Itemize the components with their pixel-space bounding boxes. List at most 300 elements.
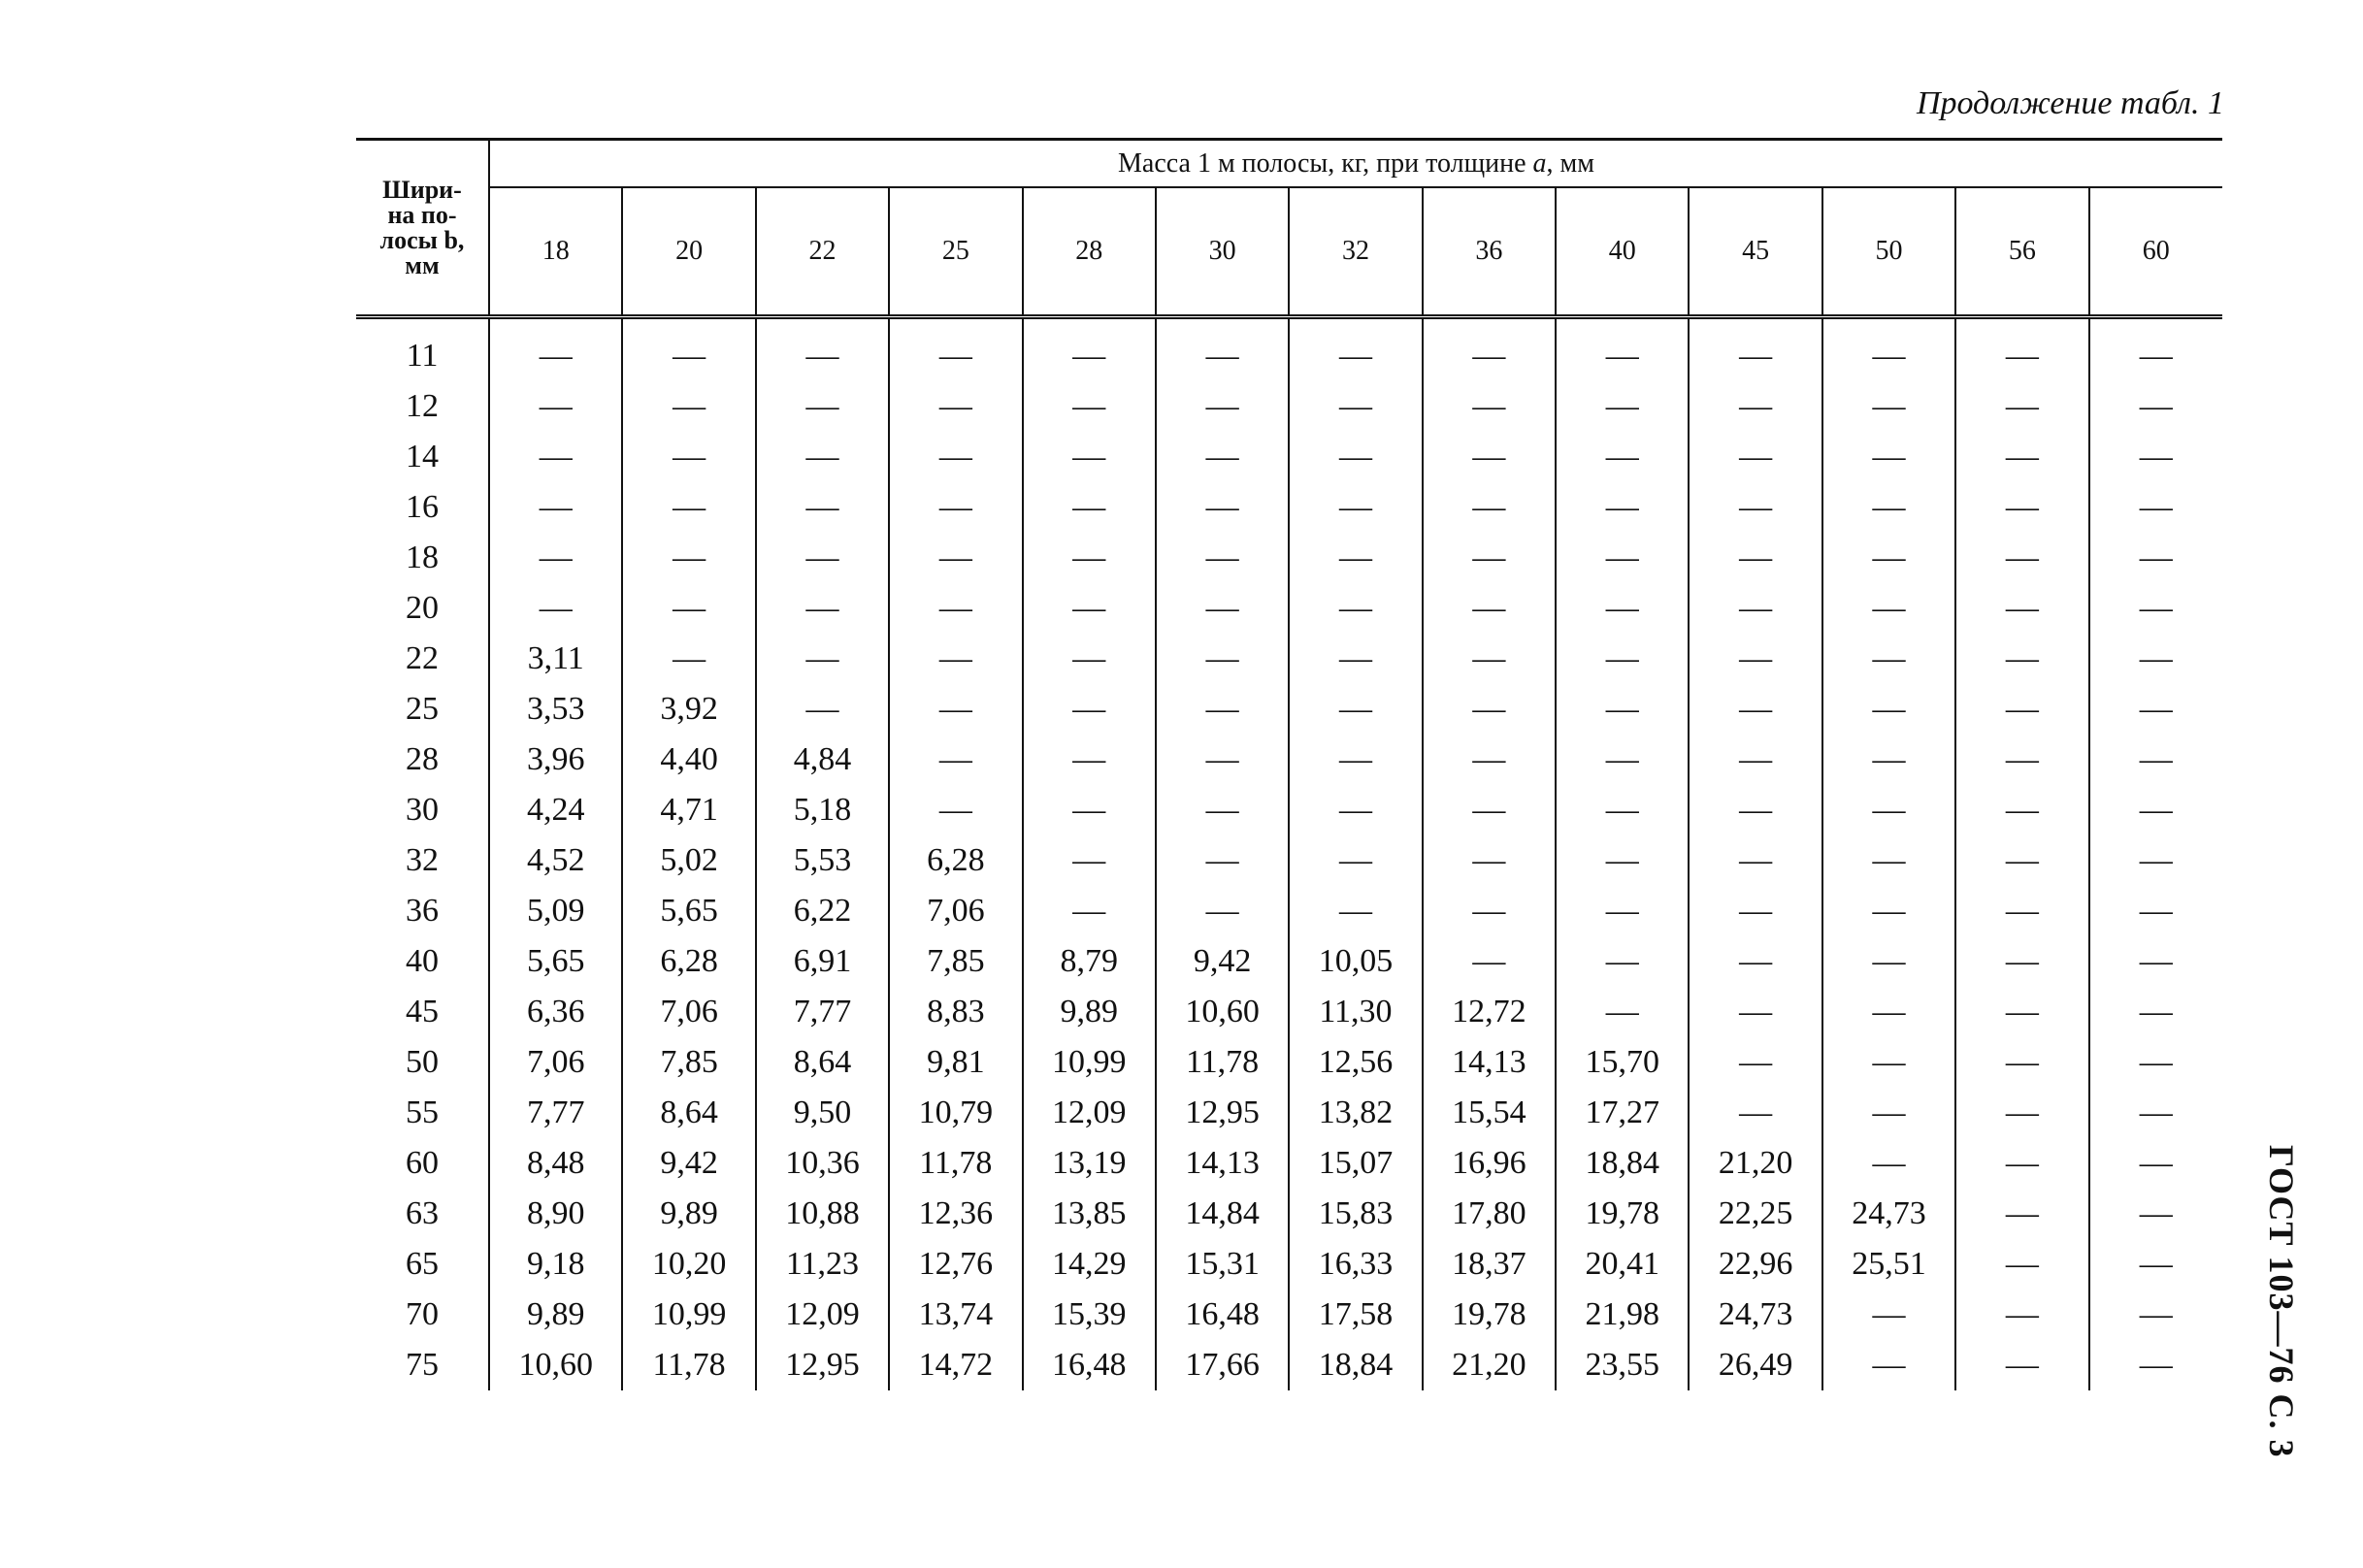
mass-cell: — xyxy=(1822,886,1955,936)
mass-cell: — xyxy=(756,533,889,583)
mass-cell: — xyxy=(2139,1145,2173,1181)
mass-cell: 6,28 xyxy=(889,835,1022,886)
mass-cell: 9,50 xyxy=(756,1088,889,1138)
mass-cell: — xyxy=(1955,785,2088,835)
mass-cell: 5,02 xyxy=(622,835,755,886)
mass-cell: — xyxy=(2139,1044,2173,1080)
mass-cell: 10,60 xyxy=(489,1340,622,1390)
mass-cell: 3,92 xyxy=(622,684,755,735)
mass-cell: — xyxy=(1689,634,1821,684)
mass-cell: — xyxy=(1689,1037,1821,1088)
mass-cell: — xyxy=(1689,835,1821,886)
mass-cell: — xyxy=(1156,317,1289,382)
mass-cell: 10,79 xyxy=(889,1088,1022,1138)
strip-width-cell: 60 xyxy=(356,1138,489,1189)
mass-cell: — xyxy=(2139,640,2173,676)
mass-cell: — xyxy=(1156,381,1289,432)
mass-cell: — xyxy=(1156,634,1289,684)
mass-cell: 5,18 xyxy=(756,785,889,835)
mass-cell: — xyxy=(2139,741,2173,777)
mass-cell: — xyxy=(1955,936,2088,987)
mass-cell: — xyxy=(1556,533,1689,583)
strip-width-cell: 32 xyxy=(356,835,489,886)
mass-cell: — xyxy=(1822,634,1955,684)
mass-cell: — xyxy=(622,533,755,583)
mass-cell: 4,24 xyxy=(489,785,622,835)
mass-cell: — xyxy=(1955,381,2088,432)
mass-cell: 6,28 xyxy=(622,936,755,987)
width-header-line: мм xyxy=(405,250,440,279)
table-row xyxy=(356,583,2222,634)
strip-width-cell: 14 xyxy=(356,432,489,482)
mass-cell: 11,78 xyxy=(622,1340,755,1390)
mass-cell: 10,05 xyxy=(1289,936,1422,987)
mass-cell: — xyxy=(1689,936,1821,987)
mass-cell: — xyxy=(1556,381,1689,432)
mass-cell: — xyxy=(1289,684,1422,735)
mass-cell: — xyxy=(1689,432,1821,482)
mass-cell: 17,80 xyxy=(1423,1189,1556,1239)
mass-cell: 7,85 xyxy=(889,936,1022,987)
table-row xyxy=(356,1290,2222,1340)
mass-cell: — xyxy=(1423,684,1556,735)
thickness-header: 36 xyxy=(1423,187,1556,317)
mass-cell: 7,06 xyxy=(889,886,1022,936)
table-row xyxy=(356,1138,2222,1189)
mass-cell: — xyxy=(1023,317,1156,382)
mass-header-prefix: Масса 1 м полосы, кг, при толщине xyxy=(1118,147,1533,179)
strip-width-cell: 63 xyxy=(356,1189,489,1239)
mass-cell: 15,31 xyxy=(1156,1239,1289,1290)
mass-cell: 8,64 xyxy=(622,1088,755,1138)
mass-cell: — xyxy=(1689,583,1821,634)
mass-cell: — xyxy=(622,634,755,684)
mass-cell: — xyxy=(1955,482,2088,533)
mass-cell: — xyxy=(1423,381,1556,432)
mass-cell: — xyxy=(1955,1340,2088,1390)
mass-cell: — xyxy=(489,533,622,583)
mass-cell: — xyxy=(1822,381,1955,432)
strip-width-cell: 55 xyxy=(356,1088,489,1138)
mass-cell: 4,52 xyxy=(489,835,622,886)
thickness-header: 25 xyxy=(889,187,1022,317)
mass-cell: 9,81 xyxy=(889,1037,1022,1088)
mass-cell: — xyxy=(889,735,1022,785)
mass-cell: — xyxy=(1822,735,1955,785)
mass-cell: — xyxy=(889,482,1022,533)
mass-cell: — xyxy=(1556,987,1689,1037)
mass-cell: 15,07 xyxy=(1289,1138,1422,1189)
mass-cell: 3,11 xyxy=(489,634,622,684)
mass-cell: — xyxy=(1955,1138,2088,1189)
mass-cell: 10,60 xyxy=(1156,987,1289,1037)
mass-cell: — xyxy=(1156,432,1289,482)
thickness-header: 30 xyxy=(1156,187,1289,317)
mass-cell: 16,48 xyxy=(1023,1340,1156,1390)
mass-cell: 8,48 xyxy=(489,1138,622,1189)
mass-cell: — xyxy=(1023,533,1156,583)
mass-cell: — xyxy=(1822,1138,1955,1189)
mass-cell: 23,55 xyxy=(1556,1340,1689,1390)
mass-cell: — xyxy=(1556,886,1689,936)
mass-cell: — xyxy=(1423,936,1556,987)
mass-cell: — xyxy=(489,583,622,634)
mass-cell: — xyxy=(1156,835,1289,886)
mass-cell: — xyxy=(1556,634,1689,684)
table-row xyxy=(356,1239,2222,1290)
mass-cell: — xyxy=(1023,835,1156,886)
mass-cell: 13,85 xyxy=(1023,1189,1156,1239)
mass-cell: — xyxy=(1955,1290,2088,1340)
thickness-header: 28 xyxy=(1023,187,1156,317)
thickness-header: 45 xyxy=(1689,187,1821,317)
strip-width-cell: 45 xyxy=(356,987,489,1037)
mass-cell: — xyxy=(1822,936,1955,987)
mass-cell: — xyxy=(1556,583,1689,634)
thickness-header: 20 xyxy=(622,187,755,317)
table-continuation-label: Продолжение табл. 1 xyxy=(1916,85,2224,121)
table-row xyxy=(356,684,2222,735)
mass-cell: — xyxy=(1556,835,1689,886)
mass-cell: 15,83 xyxy=(1289,1189,1422,1239)
mass-cell: 8,64 xyxy=(756,1037,889,1088)
mass-cell: 24,73 xyxy=(1822,1189,1955,1239)
mass-cell: — xyxy=(622,317,755,382)
mass-cell: — xyxy=(2139,1195,2173,1231)
thickness-header: 60 xyxy=(2089,187,2223,317)
mass-cell: — xyxy=(1556,482,1689,533)
mass-cell: 15,54 xyxy=(1423,1088,1556,1138)
mass-cell: 15,39 xyxy=(1023,1290,1156,1340)
mass-cell: 7,77 xyxy=(756,987,889,1037)
table-row xyxy=(356,317,2222,382)
mass-cell: — xyxy=(622,482,755,533)
table-row xyxy=(356,381,2222,432)
mass-cell: — xyxy=(1156,684,1289,735)
mass-cell: — xyxy=(1822,1340,1955,1390)
mass-cell: — xyxy=(1289,583,1422,634)
thickness-header: 18 xyxy=(489,187,622,317)
mass-cell: 11,78 xyxy=(889,1138,1022,1189)
mass-cell: — xyxy=(1822,533,1955,583)
mass-cell: — xyxy=(1689,785,1821,835)
mass-cell: — xyxy=(2139,1246,2173,1282)
mass-cell: — xyxy=(889,634,1022,684)
mass-cell: 9,18 xyxy=(489,1239,622,1290)
mass-cell: 8,90 xyxy=(489,1189,622,1239)
mass-cell: 9,42 xyxy=(1156,936,1289,987)
strip-width-cell: 16 xyxy=(356,482,489,533)
mass-cell: — xyxy=(2139,994,2173,1029)
table-row xyxy=(356,936,2222,987)
mass-cell: 5,53 xyxy=(756,835,889,886)
mass-cell: — xyxy=(2139,338,2173,374)
mass-cell: — xyxy=(1423,735,1556,785)
strip-width-cell: 20 xyxy=(356,583,489,634)
strip-width-cell: 75 xyxy=(356,1340,489,1390)
mass-cell: 9,42 xyxy=(622,1138,755,1189)
mass-cell: 3,96 xyxy=(489,735,622,785)
mass-cell: — xyxy=(1023,785,1156,835)
mass-cell: — xyxy=(1822,583,1955,634)
table-row xyxy=(356,1037,2222,1088)
mass-cell: 3,53 xyxy=(489,684,622,735)
mass-cell: 25,51 xyxy=(1822,1239,1955,1290)
mass-cell: 14,29 xyxy=(1023,1239,1156,1290)
mass-cell: — xyxy=(2139,489,2173,525)
thickness-header: 22 xyxy=(756,187,889,317)
mass-cell: — xyxy=(2139,1296,2173,1332)
mass-cell: — xyxy=(1289,886,1422,936)
mass-cell: — xyxy=(1423,432,1556,482)
table-row xyxy=(356,1340,2222,1390)
mass-cell: — xyxy=(1556,735,1689,785)
mass-cell: 10,99 xyxy=(1023,1037,1156,1088)
mass-cell: — xyxy=(1023,684,1156,735)
mass-cell: — xyxy=(2139,388,2173,424)
strip-width-cell: 12 xyxy=(356,381,489,432)
mass-cell: 5,65 xyxy=(622,886,755,936)
mass-cell: — xyxy=(2139,539,2173,575)
mass-cell: 22,96 xyxy=(1689,1239,1821,1290)
mass-cell: 14,84 xyxy=(1156,1189,1289,1239)
mass-cell: — xyxy=(1156,482,1289,533)
mass-cell: — xyxy=(1556,785,1689,835)
mass-cell: 12,72 xyxy=(1423,987,1556,1037)
table-row xyxy=(356,1088,2222,1138)
mass-cell: 12,09 xyxy=(1023,1088,1156,1138)
mass-cell: — xyxy=(1822,432,1955,482)
width-header-line: лосы b, xyxy=(379,225,465,254)
table-row xyxy=(356,835,2222,886)
mass-cell: 15,70 xyxy=(1556,1037,1689,1088)
mass-cell: — xyxy=(1955,1189,2088,1239)
mass-cell: 19,78 xyxy=(1423,1290,1556,1340)
mass-cell: 12,36 xyxy=(889,1189,1022,1239)
strip-width-cell: 50 xyxy=(356,1037,489,1088)
mass-cell: — xyxy=(1156,886,1289,936)
mass-cell: — xyxy=(889,533,1022,583)
mass-header-suffix: , мм xyxy=(1546,147,1594,179)
mass-cell: — xyxy=(622,381,755,432)
mass-cell: 5,65 xyxy=(489,936,622,987)
mass-cell: — xyxy=(2139,943,2173,979)
mass-cell: 11,23 xyxy=(756,1239,889,1290)
mass-cell: — xyxy=(1423,482,1556,533)
mass-cell: — xyxy=(1955,886,2088,936)
mass-cell: 4,71 xyxy=(622,785,755,835)
mass-cell: — xyxy=(1289,482,1422,533)
mass-cell: — xyxy=(1423,317,1556,382)
strip-width-cell: 70 xyxy=(356,1290,489,1340)
mass-cell: 10,20 xyxy=(622,1239,755,1290)
mass-cell: — xyxy=(622,583,755,634)
mass-cell: 7,06 xyxy=(489,1037,622,1088)
mass-cell: 5,09 xyxy=(489,886,622,936)
mass-cell: — xyxy=(2139,893,2173,929)
mass-cell: 16,33 xyxy=(1289,1239,1422,1290)
thickness-header: 32 xyxy=(1289,187,1422,317)
table-row xyxy=(356,785,2222,835)
mass-cell: — xyxy=(489,482,622,533)
mass-cell: 12,09 xyxy=(756,1290,889,1340)
mass-cell: 7,85 xyxy=(622,1037,755,1088)
mass-cell: 6,91 xyxy=(756,936,889,987)
mass-cell: — xyxy=(1289,835,1422,886)
mass-cell: 18,84 xyxy=(1556,1138,1689,1189)
table-row xyxy=(356,432,2222,482)
mass-cell: — xyxy=(1289,735,1422,785)
mass-cell: 20,41 xyxy=(1556,1239,1689,1290)
mass-cell: 10,88 xyxy=(756,1189,889,1239)
strip-width-header xyxy=(356,140,489,317)
mass-cell: 4,40 xyxy=(622,735,755,785)
mass-cell: — xyxy=(1822,1290,1955,1340)
mass-cell: — xyxy=(1955,1037,2088,1088)
mass-cell: — xyxy=(1423,785,1556,835)
mass-cell: 12,95 xyxy=(1156,1088,1289,1138)
thickness-header-row xyxy=(356,187,2222,317)
mass-cell: 24,73 xyxy=(1689,1290,1821,1340)
mass-cell: 9,89 xyxy=(489,1290,622,1340)
mass-cell: 18,84 xyxy=(1289,1340,1422,1390)
mass-cell: — xyxy=(1822,482,1955,533)
mass-cell: 19,78 xyxy=(1556,1189,1689,1239)
mass-cell: 12,76 xyxy=(889,1239,1022,1290)
mass-cell: — xyxy=(1423,533,1556,583)
mass-cell: 12,95 xyxy=(756,1340,889,1390)
mass-cell: 12,56 xyxy=(1289,1037,1422,1088)
mass-cell: — xyxy=(1289,381,1422,432)
mass-cell: — xyxy=(1955,1239,2088,1290)
mass-cell: 4,84 xyxy=(756,735,889,785)
mass-cell: 9,89 xyxy=(1023,987,1156,1037)
mass-cell: — xyxy=(2139,1347,2173,1383)
mass-cell: — xyxy=(2139,792,2173,828)
mass-cell: 14,72 xyxy=(889,1340,1022,1390)
mass-cell: 21,98 xyxy=(1556,1290,1689,1340)
mass-cell: — xyxy=(889,381,1022,432)
mass-cell: — xyxy=(1955,317,2088,382)
mass-cell: 10,99 xyxy=(622,1290,755,1340)
mass-cell: — xyxy=(1822,785,1955,835)
mass-cell: — xyxy=(756,317,889,382)
mass-cell: — xyxy=(2139,842,2173,878)
mass-cell: — xyxy=(1689,987,1821,1037)
mass-cell: — xyxy=(489,317,622,382)
mass-cell: 6,36 xyxy=(489,987,622,1037)
mass-cell: — xyxy=(756,482,889,533)
mass-cell: — xyxy=(1023,634,1156,684)
document-page-code: ГОСТ 103—76 С. 3 xyxy=(2262,1145,2301,1458)
mass-cell: — xyxy=(1289,317,1422,382)
mass-cell: — xyxy=(1955,1088,2088,1138)
mass-cell: 17,58 xyxy=(1289,1290,1422,1340)
mass-cell: 17,27 xyxy=(1556,1088,1689,1138)
mass-cell: — xyxy=(1156,533,1289,583)
mass-cell: — xyxy=(1423,835,1556,886)
mass-cell: 8,79 xyxy=(1023,936,1156,987)
mass-cell: — xyxy=(889,317,1022,382)
mass-cell: — xyxy=(756,634,889,684)
mass-cell: — xyxy=(1289,785,1422,835)
mass-cell: — xyxy=(1556,684,1689,735)
mass-cell: — xyxy=(1023,886,1156,936)
mass-cell: — xyxy=(1156,735,1289,785)
mass-cell: — xyxy=(1156,583,1289,634)
table-row xyxy=(356,533,2222,583)
strip-width-cell: 40 xyxy=(356,936,489,987)
mass-cell: — xyxy=(1023,381,1156,432)
mass-cell: 8,83 xyxy=(889,987,1022,1037)
strip-width-cell: 30 xyxy=(356,785,489,835)
thickness-header: 50 xyxy=(1822,187,1955,317)
mass-cell: 14,13 xyxy=(1423,1037,1556,1088)
mass-cell: 16,48 xyxy=(1156,1290,1289,1340)
mass-cell: — xyxy=(756,381,889,432)
mass-cell: 13,19 xyxy=(1023,1138,1156,1189)
mass-cell: — xyxy=(1023,432,1156,482)
mass-cell: — xyxy=(622,432,755,482)
mass-cell: — xyxy=(1955,684,2088,735)
table-body xyxy=(356,317,2222,1391)
width-header-line: на по- xyxy=(387,200,457,229)
table-row xyxy=(356,987,2222,1037)
strip-width-cell: 65 xyxy=(356,1239,489,1290)
mass-cell: — xyxy=(756,583,889,634)
mass-cell: — xyxy=(1023,583,1156,634)
mass-cell: 21,20 xyxy=(1689,1138,1821,1189)
mass-cell: 16,96 xyxy=(1423,1138,1556,1189)
mass-cell: — xyxy=(489,381,622,432)
mass-cell: — xyxy=(1689,1088,1821,1138)
mass-cell: — xyxy=(2139,590,2173,626)
mass-cell: 17,66 xyxy=(1156,1340,1289,1390)
strip-width-cell: 25 xyxy=(356,684,489,735)
mass-cell: — xyxy=(1023,735,1156,785)
mass-cell: — xyxy=(889,583,1022,634)
thickness-header: 56 xyxy=(1955,187,2088,317)
mass-cell: — xyxy=(1689,317,1821,382)
mass-cell: — xyxy=(1955,533,2088,583)
mass-header-variable: a xyxy=(1532,147,1547,179)
mass-cell: — xyxy=(2139,1094,2173,1130)
mass-cell: — xyxy=(756,432,889,482)
table-row xyxy=(356,886,2222,936)
mass-cell: — xyxy=(1023,482,1156,533)
mass-cell: — xyxy=(1822,987,1955,1037)
mass-cell: — xyxy=(2139,691,2173,727)
mass-cell: — xyxy=(1689,381,1821,432)
mass-cell: 11,78 xyxy=(1156,1037,1289,1088)
strip-width-cell: 28 xyxy=(356,735,489,785)
mass-cell: — xyxy=(1156,785,1289,835)
mass-cell: 22,25 xyxy=(1689,1189,1821,1239)
mass-cell: — xyxy=(1689,482,1821,533)
mass-cell: — xyxy=(1955,432,2088,482)
mass-cell: — xyxy=(1556,936,1689,987)
table-row xyxy=(356,482,2222,533)
mass-header xyxy=(489,140,2222,188)
mass-cell: — xyxy=(1955,987,2088,1037)
mass-cell: — xyxy=(1689,886,1821,936)
mass-cell: — xyxy=(1689,684,1821,735)
width-header-line: Шири- xyxy=(382,175,462,204)
mass-cell: — xyxy=(1822,1037,1955,1088)
mass-cell: — xyxy=(1423,886,1556,936)
mass-cell: 13,74 xyxy=(889,1290,1022,1340)
strip-width-cell: 36 xyxy=(356,886,489,936)
